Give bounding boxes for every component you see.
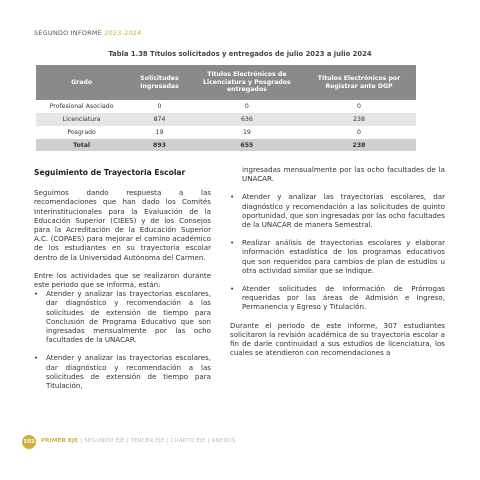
cell-grado: Licenciatura — [36, 113, 127, 126]
cell-entregados: 0 — [244, 103, 249, 110]
bullet-item: • Atender y analizar las trayectorias escolares, dar diagnóstico y recomendación a las solicitudes de quinto oportunidad, que son ingresadas por las ocho facultades de la UNACAR de manera Semestral. — [230, 192, 445, 229]
nav-cuarto-eje[interactable]: CUARTO EJE — [170, 438, 206, 444]
nav-separator: | — [80, 438, 83, 444]
nav-primer-eje[interactable]: PRIMER EJE — [41, 438, 79, 444]
cell-solicitudes: 874 — [127, 113, 192, 126]
cell-solicitudes: 0 — [157, 103, 162, 110]
cell-por-registrar: 238 — [302, 113, 416, 126]
cell-solicitudes: 893 — [127, 139, 192, 151]
cell-por-registrar: 0 — [357, 129, 361, 136]
cell-entregados: 19 — [242, 129, 251, 136]
titles-table — [36, 65, 416, 151]
table-row — [36, 113, 416, 126]
report-header — [34, 29, 141, 37]
table-header-row — [36, 65, 416, 100]
table-row — [36, 100, 416, 113]
section-heading: Seguimiento de Trayectoria Escolar — [34, 168, 186, 177]
paragraph: Durante el periodo de este informe, 307 estudiantes solicitaron la revisión académica de su trayectoria escolar a fin de darle continuidad a sus estudios de licenciatura, los cuales se atendieron con recomendaciones a — [230, 320, 445, 358]
bullet-item: • Atender solicitudes de Información de Prórrogas requeridas por las áreas de Admisión e Ingreso, Permanencia y Egreso y Titulación. — [230, 284, 445, 312]
footer-nav — [41, 438, 235, 444]
bullet-item: • Atender y analizar las trayectorias escolares, dar diagnóstico y recomendación a las solicitudes de extensión de tiempo para Titulación, — [34, 353, 211, 390]
nav-anexos[interactable]: ANEXOS — [211, 438, 236, 444]
paragraph: Seguimos dando respuesta a las recomendaciones que han dado los Comités Interinstitucionales para la Evaluación de la Educación Superior (CIEES) y de los Consejos para la Acreditación de la Educación Superior A.C. (COPAES) para mejorar el camino académico de los estudiantes en su trayectoria escolar dentro de la Universidad Autónoma del Carmen. — [34, 188, 211, 262]
nav-separator: | — [166, 438, 169, 444]
col-header-solicitudes: Solicitudes Ingresadas — [127, 65, 192, 100]
table-total-row — [36, 139, 416, 151]
nav-tercer-eje[interactable]: TERCER EJE — [130, 438, 165, 444]
cell-entregados: 655 — [192, 139, 302, 151]
cell-solicitudes: 19 — [155, 129, 164, 136]
cell-por-registrar: 238 — [302, 139, 416, 151]
nav-segundo-eje[interactable]: SEGUNDO EJE — [84, 438, 125, 444]
report-year: 2023-2024 — [104, 29, 142, 37]
table-row — [36, 126, 416, 139]
nav-separator: | — [126, 438, 129, 444]
col-header-por-registrar: Títulos Electrónicos por Registrar ante DGP — [302, 65, 416, 100]
bullet-item: • Atender y analizar las trayectorias escolares, dar diagnóstico y recomendación a las solicitudes de extensión de tiempo para Conclusión de Programa Educativo que son ingresadas mensualmente por las ocho facultades de la UNACAR. — [34, 289, 211, 344]
cell-por-registrar: 0 — [357, 103, 361, 110]
cell-grado: Posgrado — [67, 129, 96, 136]
paragraph: ingresadas mensualmente por las ocho facultades de la UNACAR. — [242, 165, 445, 184]
cell-grado: Total — [36, 139, 127, 151]
left-column — [34, 165, 211, 399]
col-header-entregados: Títulos Electrónicos de Licenciatura y Posgrados entregados — [192, 65, 302, 100]
page-number: 102 — [22, 435, 36, 449]
paragraph: Entre los actividades que se realizaron durante este periodo que se informa, están: — [34, 270, 211, 290]
cell-entregados: 636 — [192, 113, 302, 126]
right-column — [230, 165, 445, 366]
page-footer — [0, 435, 480, 449]
col-header-grado: Grado — [36, 65, 127, 100]
bullet-item: • Realizar análisis de trayectorias escolares y elaborar información estadística de los programas educativos que son requeridos para cambios de plan de estudios u otra actividad similar que se indique. — [230, 238, 445, 275]
table-caption: Tabla 1.38 Títulos solicitados y entregados de julio 2023 a julio 2024 — [108, 50, 372, 58]
nav-separator: | — [207, 438, 210, 444]
report-title: SEGUNDO INFORME — [34, 29, 102, 37]
cell-grado: Profesional Asociado — [49, 103, 114, 110]
